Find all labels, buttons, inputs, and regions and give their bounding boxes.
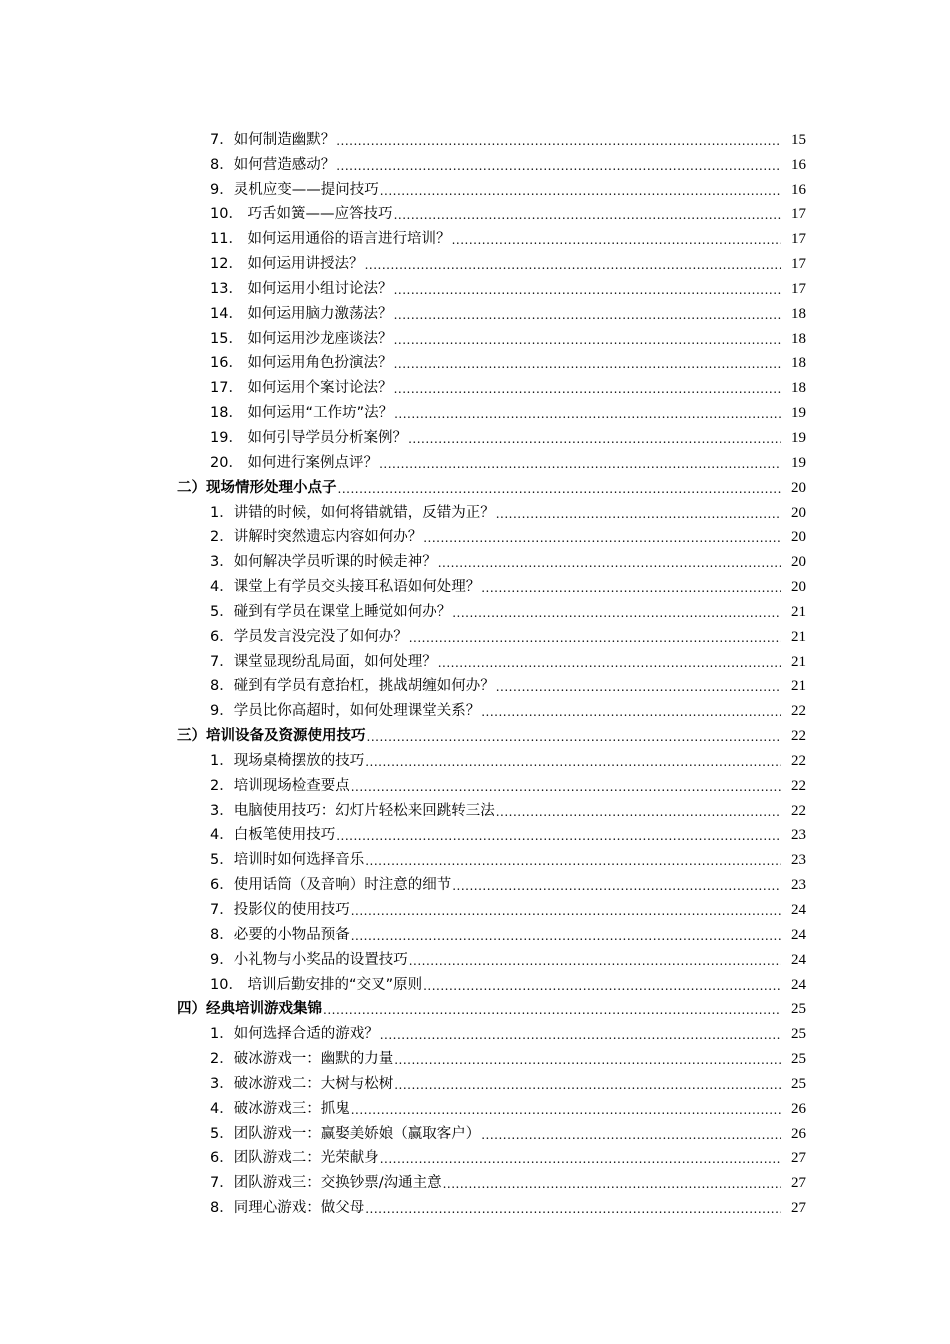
toc-page-number: 26 xyxy=(791,1100,806,1117)
toc-entry[interactable] xyxy=(0,1193,950,1218)
toc-entry-title: 8．同理心游戏：做父母 xyxy=(210,1200,365,1217)
toc-entry[interactable] xyxy=(0,498,950,523)
toc-entry-title: 9．学员比你高超时，如何处理课堂关系？ xyxy=(210,703,481,720)
toc-page-number: 21 xyxy=(791,678,806,695)
toc-entry[interactable] xyxy=(0,373,950,398)
toc-entry[interactable] xyxy=(0,1094,950,1119)
toc-dot-leader xyxy=(394,331,781,349)
toc-page-number: 19 xyxy=(791,405,806,422)
toc-entry-title: 四）经典培训游戏集锦 xyxy=(177,1001,322,1018)
toc-dot-leader xyxy=(481,703,781,721)
toc-page-number: 25 xyxy=(791,1026,806,1043)
toc-dot-leader xyxy=(496,678,781,696)
toc-page-number: 19 xyxy=(791,429,806,446)
toc-entry-title: 6．团队游戏二：光荣献身 xyxy=(210,1150,379,1167)
toc-dot-leader xyxy=(394,1051,781,1069)
toc-entry[interactable] xyxy=(0,324,950,349)
toc-page-number: 20 xyxy=(791,579,806,596)
toc-entry-title: 1．讲错的时候，如何将错就错，反错为正？ xyxy=(210,504,495,521)
toc-dot-leader xyxy=(367,728,782,746)
toc-entry-title: 4．课堂上有学员交头接耳私语如何处理？ xyxy=(210,579,481,596)
toc-dot-leader xyxy=(394,355,781,373)
toc-entry-title: 8．必要的小物品预备 xyxy=(210,926,350,943)
toc-dot-leader xyxy=(394,405,781,423)
toc-page-number: 27 xyxy=(791,1200,806,1217)
toc-entry-title: 4．破冰游戏三：抓鬼 xyxy=(210,1100,350,1117)
toc-page-number: 20 xyxy=(791,504,806,521)
toc-entry[interactable] xyxy=(0,845,950,870)
toc-entry[interactable] xyxy=(0,672,950,697)
toc-dot-leader xyxy=(408,430,781,448)
toc-section-heading[interactable] xyxy=(0,995,950,1020)
toc-entry[interactable] xyxy=(0,523,950,548)
toc-dot-leader xyxy=(338,480,782,498)
toc-page-number: 17 xyxy=(791,256,806,273)
toc-entry-title: 3．破冰游戏二：大树与松树 xyxy=(210,1075,394,1092)
toc-entry-title: 10． 培训后勤安排的“交叉”原则 xyxy=(210,976,423,993)
table-of-contents xyxy=(0,125,950,1218)
toc-entry[interactable] xyxy=(0,274,950,299)
toc-entry[interactable] xyxy=(0,920,950,945)
toc-entry[interactable] xyxy=(0,597,950,622)
toc-page-number: 18 xyxy=(791,330,806,347)
toc-entry-title: 17． 如何运用个案讨论法？ xyxy=(210,380,393,397)
toc-dot-leader xyxy=(323,1001,781,1019)
toc-dot-leader xyxy=(481,1126,781,1144)
toc-dot-leader xyxy=(409,952,781,970)
toc-dot-leader xyxy=(452,231,781,249)
toc-page-number: 22 xyxy=(791,777,806,794)
toc-page-number: 23 xyxy=(791,852,806,869)
toc-entry-title: 4．白板笔使用技巧 xyxy=(210,827,336,844)
toc-entry-title: 9．小礼物与小奖品的设置技巧 xyxy=(210,951,408,968)
toc-dot-leader xyxy=(380,1026,781,1044)
toc-entry[interactable] xyxy=(0,200,950,225)
toc-page-number: 16 xyxy=(791,181,806,198)
toc-page-number: 20 xyxy=(791,554,806,571)
toc-entry-title: 二）现场情形处理小点子 xyxy=(177,479,337,496)
toc-dot-leader xyxy=(365,753,781,771)
toc-entry-title: 7．如何制造幽默？ xyxy=(210,131,336,148)
toc-page-number: 15 xyxy=(791,131,806,148)
toc-entry-title: 5．碰到有学员在课堂上睡觉如何办？ xyxy=(210,603,452,620)
toc-entry-title: 1．现场桌椅摆放的技巧 xyxy=(210,752,365,769)
toc-entry-title: 6．学员发言没完没了如何办？ xyxy=(210,628,408,645)
toc-entry-title: 7．投影仪的使用技巧 xyxy=(210,902,350,918)
toc-dot-leader xyxy=(394,306,781,324)
toc-dot-leader xyxy=(394,380,781,398)
toc-page-number: 19 xyxy=(791,454,806,471)
toc-page-number: 24 xyxy=(791,976,806,993)
toc-entry-title: 9．灵机应变——提问技巧 xyxy=(210,181,379,198)
toc-dot-leader xyxy=(379,455,781,473)
toc-entry[interactable] xyxy=(0,895,950,920)
toc-page-number: 17 xyxy=(791,206,806,223)
toc-dot-leader xyxy=(438,654,781,672)
toc-entry-title: 7．团队游戏三：交换钞票/沟通主意 xyxy=(210,1175,442,1192)
toc-entry-title: 7．课堂显现纷乱局面，如何处理？ xyxy=(210,653,437,670)
toc-dot-leader xyxy=(394,206,781,224)
toc-page-number: 17 xyxy=(791,231,806,248)
toc-page-number: 24 xyxy=(791,951,806,968)
toc-entry-title: 5．培训时如何选择音乐 xyxy=(210,852,365,869)
toc-section-heading[interactable] xyxy=(0,473,950,498)
toc-dot-leader xyxy=(336,827,781,845)
toc-entry-title: 16． 如何运用角色扮演法？ xyxy=(210,355,393,372)
toc-page-number: 25 xyxy=(791,1051,806,1068)
toc-entry[interactable] xyxy=(0,398,950,423)
toc-dot-leader xyxy=(481,579,781,597)
toc-entry[interactable] xyxy=(0,1069,950,1094)
toc-page-number: 24 xyxy=(791,926,806,943)
toc-entry[interactable] xyxy=(0,796,950,821)
toc-entry-title: 10． 巧舌如簧——应答技巧 xyxy=(210,206,393,223)
toc-dot-leader xyxy=(443,1175,781,1193)
toc-entry[interactable] xyxy=(0,696,950,721)
toc-dot-leader xyxy=(351,778,781,796)
toc-entry[interactable] xyxy=(0,1144,950,1169)
toc-entry-title: 19． 如何引导学员分析案例？ xyxy=(210,429,408,446)
toc-page-number: 22 xyxy=(791,703,806,720)
toc-entry-title: 20． 如何进行案例点评？ xyxy=(210,454,379,471)
toc-page-number: 20 xyxy=(791,479,806,496)
toc-entry[interactable] xyxy=(0,1168,950,1193)
toc-page-number: 16 xyxy=(791,156,806,173)
toc-entry[interactable] xyxy=(0,647,950,672)
toc-page-number: 18 xyxy=(791,380,806,397)
toc-dot-leader xyxy=(423,529,781,547)
toc-dot-leader xyxy=(409,629,781,647)
toc-entry[interactable] xyxy=(0,970,950,995)
toc-dot-leader xyxy=(336,132,781,150)
toc-dot-leader xyxy=(380,182,781,200)
toc-page-number: 23 xyxy=(791,877,806,894)
toc-dot-leader xyxy=(336,157,781,175)
toc-page-number: 27 xyxy=(791,1175,806,1192)
toc-page-number: 25 xyxy=(791,1075,806,1092)
toc-page-number: 20 xyxy=(791,529,806,546)
toc-entry-title: 12． 如何运用讲授法？ xyxy=(210,256,364,273)
toc-dot-leader xyxy=(438,554,781,572)
toc-entry-title: 14． 如何运用脑力激荡法？ xyxy=(210,305,393,322)
toc-dot-leader xyxy=(394,1076,781,1094)
toc-entry[interactable] xyxy=(0,572,950,597)
toc-page-number: 25 xyxy=(791,1001,806,1018)
toc-entry[interactable] xyxy=(0,622,950,647)
toc-page-number: 21 xyxy=(791,628,806,645)
toc-dot-leader xyxy=(365,1200,781,1218)
toc-page-number: 18 xyxy=(791,305,806,322)
toc-entry[interactable] xyxy=(0,299,950,324)
toc-entry-title: 8．碰到有学员有意抬杠，挑战胡缠如何办？ xyxy=(210,678,495,695)
toc-entry[interactable] xyxy=(0,821,950,846)
toc-page-number: 22 xyxy=(791,728,806,745)
toc-entry-title: 三）培训设备及资源使用技巧 xyxy=(177,728,366,745)
toc-dot-leader xyxy=(380,1150,781,1168)
toc-page-number: 27 xyxy=(791,1150,806,1167)
toc-entry[interactable] xyxy=(0,150,950,175)
toc-entry[interactable] xyxy=(0,746,950,771)
toc-entry[interactable] xyxy=(0,423,950,448)
toc-page-number: 18 xyxy=(791,355,806,372)
toc-page-number: 23 xyxy=(791,827,806,844)
toc-entry-title: 3．如何解决学员听课的时候走神？ xyxy=(210,554,437,571)
toc-entry-title: 5．团队游戏一：赢娶美娇娘（赢取客户） xyxy=(210,1125,481,1142)
toc-entry[interactable] xyxy=(0,125,950,150)
toc-entry[interactable] xyxy=(0,349,950,374)
toc-dot-leader xyxy=(452,604,781,622)
toc-entry[interactable] xyxy=(0,448,950,473)
toc-page-number: 21 xyxy=(791,653,806,670)
toc-dot-leader xyxy=(394,281,781,299)
toc-entry-title: 2．破冰游戏一：幽默的力量 xyxy=(210,1051,394,1068)
toc-entry[interactable] xyxy=(0,175,950,200)
toc-page-number: 26 xyxy=(791,1125,806,1142)
toc-entry-title: 13． 如何运用小组讨论法？ xyxy=(210,280,393,297)
toc-entry-title: 6．使用话筒（及音响）时注意的细节 xyxy=(210,877,452,894)
toc-page-number: 22 xyxy=(791,752,806,769)
toc-entry[interactable] xyxy=(0,771,950,796)
toc-page-number: 24 xyxy=(791,902,806,918)
toc-entry[interactable] xyxy=(0,1019,950,1044)
toc-dot-leader xyxy=(365,852,781,870)
toc-entry-title: 2．培训现场检查要点 xyxy=(210,777,350,794)
toc-entry[interactable] xyxy=(0,870,950,895)
toc-dot-leader xyxy=(365,256,781,274)
toc-page-number: 22 xyxy=(791,802,806,819)
toc-entry-title: 1．如何选择合适的游戏？ xyxy=(210,1026,379,1043)
toc-entry[interactable] xyxy=(0,1044,950,1069)
toc-dot-leader xyxy=(496,803,781,821)
toc-dot-leader xyxy=(351,902,781,920)
toc-entry-title: 8．如何营造感动？ xyxy=(210,156,336,173)
toc-entry-title: 18． 如何运用“工作坊”法？ xyxy=(210,405,394,422)
toc-dot-leader xyxy=(351,927,781,945)
toc-page-number: 21 xyxy=(791,603,806,620)
toc-dot-leader xyxy=(423,977,781,995)
toc-entry[interactable] xyxy=(0,547,950,572)
toc-entry[interactable] xyxy=(0,249,950,274)
toc-entry-title: 11． 如何运用通俗的语言进行培训？ xyxy=(210,231,451,248)
toc-dot-leader xyxy=(351,1101,781,1119)
toc-section-heading[interactable] xyxy=(0,721,950,746)
toc-entry-title: 3．电脑使用技巧：幻灯片轻松来回跳转三法 xyxy=(210,802,495,819)
toc-entry-title: 15． 如何运用沙龙座谈法？ xyxy=(210,330,393,347)
toc-entry[interactable] xyxy=(0,224,950,249)
toc-entry[interactable] xyxy=(0,945,950,970)
toc-dot-leader xyxy=(452,877,781,895)
toc-entry[interactable] xyxy=(0,1119,950,1144)
toc-entry-title: 2．讲解时突然遗忘内容如何办？ xyxy=(210,529,423,546)
toc-page-number: 17 xyxy=(791,280,806,297)
toc-dot-leader xyxy=(496,505,781,523)
